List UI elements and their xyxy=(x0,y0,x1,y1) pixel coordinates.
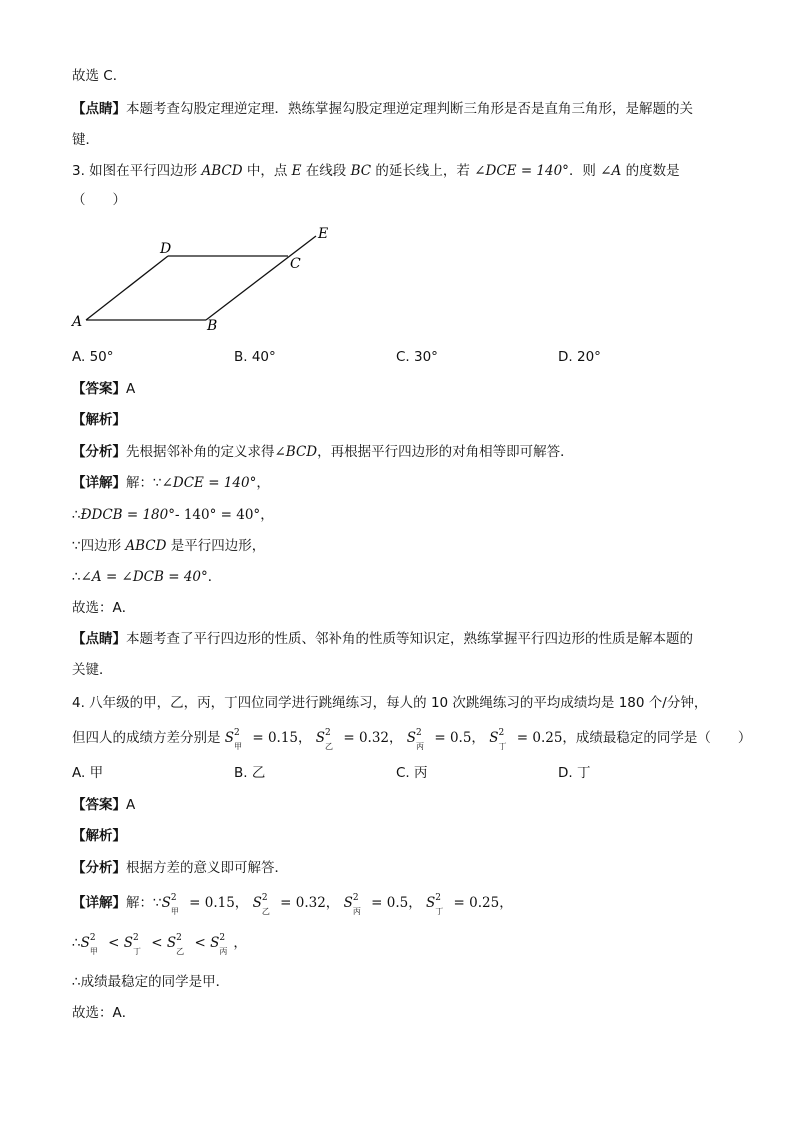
val-yi: = 0.32 xyxy=(275,895,326,911)
label-c: C xyxy=(290,256,301,272)
detail-angle: ∠DCE = 140° xyxy=(161,475,257,491)
q3-e: E xyxy=(291,163,302,179)
step1-comma: ， xyxy=(260,507,274,523)
exp: 2 xyxy=(325,728,331,738)
val-ding: = 0.25 xyxy=(512,730,563,746)
q4-option-b: B. 乙 xyxy=(234,765,266,781)
sub-sup xyxy=(325,728,339,751)
step1-expr2: - 140° = 40° xyxy=(174,507,261,523)
s-var: S xyxy=(224,730,235,746)
detail-text: 解：∵ xyxy=(126,895,162,911)
q3-step2 xyxy=(72,536,265,556)
q4-stem-line2 xyxy=(72,728,752,751)
comment-tag: 【点睛】 xyxy=(72,631,126,647)
q3-stem-text: 中，点 xyxy=(242,163,292,179)
comment-tag: 【点睛】 xyxy=(72,101,126,117)
fenxi-tag: 【分析】 xyxy=(72,860,126,876)
q4-fenxi xyxy=(72,858,288,878)
q3-angle-a: ∠A xyxy=(600,163,622,179)
sub-sup xyxy=(416,728,430,751)
q4-detail xyxy=(72,893,513,916)
q3-stem-text: 3. 如图在平行四边形 xyxy=(72,163,202,179)
comment-text: 本题考查了平行四边形的性质、邻补角的性质等知识定，熟练掌握平行四边形的性质是解本题的 xyxy=(126,631,693,647)
exp: 2 xyxy=(219,933,226,943)
answer-tag: 【答案】 xyxy=(72,797,126,813)
answer-value: A xyxy=(126,797,136,813)
q4-option-d: D. 丁 xyxy=(558,765,591,781)
sub-ding: 丁 xyxy=(133,947,141,956)
therefore-symbol: ∴ xyxy=(72,935,81,951)
q3-bc: BC xyxy=(350,163,372,179)
exp: 2 xyxy=(352,893,359,903)
exp: 2 xyxy=(498,728,505,738)
sub-sup xyxy=(352,893,367,916)
q3-analysis-tag xyxy=(72,410,126,430)
analysis-tag: 【解析】 xyxy=(72,412,126,428)
sub-sup xyxy=(176,933,190,956)
exp: 2 xyxy=(89,933,96,943)
q3-step1 xyxy=(72,505,274,525)
s-var: S xyxy=(161,895,171,911)
sub-sup xyxy=(219,933,233,956)
label-b: B xyxy=(207,318,218,334)
step1-expr: ÐDCB = 180° xyxy=(80,507,175,523)
sub-ding: 丁 xyxy=(498,742,507,751)
detail-tag: 【详解】 xyxy=(72,475,126,491)
comma: ， xyxy=(499,895,513,911)
s-var: S xyxy=(123,935,133,951)
q4-stem-line1: 4. 八年级的甲，乙，丙，丁四位同学进行跳绳练习，每人的 10 次跳绳练习的平均成绩均是 180 个/分钟， xyxy=(72,695,708,711)
detail-text: 解：∵ xyxy=(126,475,162,491)
comma: ， xyxy=(471,730,485,746)
fenxi-tag: 【分析】 xyxy=(72,444,126,460)
comma: ， xyxy=(325,895,340,911)
q3-comment-line1 xyxy=(72,629,693,649)
sub-sup xyxy=(170,893,185,916)
q3-answer xyxy=(72,379,135,399)
sub-yi: 乙 xyxy=(261,907,270,916)
exp: 2 xyxy=(170,893,177,903)
q3-step3 xyxy=(72,567,221,587)
segment-ad xyxy=(86,256,168,320)
q3-angle-dce: ∠DCE = 140° xyxy=(474,163,569,179)
label-a: A xyxy=(72,314,83,330)
step3-end: ． xyxy=(207,569,222,585)
q3-stem-text: 的延长线上，若 xyxy=(371,163,475,179)
s-var: S xyxy=(426,895,436,911)
comma: ， xyxy=(389,730,403,746)
s-var: S xyxy=(315,730,326,746)
q4-inequality xyxy=(72,933,247,956)
sub-jia: 甲 xyxy=(234,742,243,751)
q3-stem-text: ．则 xyxy=(568,163,601,179)
val-yi: = 0.32 xyxy=(339,730,389,746)
fenxi-text: ，再根据平行四边形的对角相等即可解答． xyxy=(317,444,574,460)
q4-conclusion: ∴成绩最稳定的同学是甲． xyxy=(72,974,230,990)
val-jia: = 0.15 xyxy=(184,895,235,911)
q4-option-a: A. 甲 xyxy=(72,765,104,781)
prev-choice: 故选 C． xyxy=(72,68,127,84)
fenxi-text: 先根据邻补角的定义求得 xyxy=(126,444,275,460)
comma: ， xyxy=(298,730,312,746)
answer-tag: 【答案】 xyxy=(72,381,126,397)
parallelogram-figure xyxy=(60,220,350,340)
q3-option-d: D. 20° xyxy=(558,349,601,365)
exp: 2 xyxy=(416,728,422,738)
comma: ， xyxy=(408,895,422,911)
sub-jia: 甲 xyxy=(170,907,179,916)
q3-stem-text: 的度数是 xyxy=(621,163,680,179)
exp: 2 xyxy=(133,933,139,943)
prev-comment-line1 xyxy=(72,99,693,119)
detail-text: ， xyxy=(256,475,270,491)
q3-stem-text: 在线段 xyxy=(301,163,351,179)
q3-paren: （ ） xyxy=(72,192,126,208)
prev-comment-line2: 键． xyxy=(72,132,99,148)
detail-tag: 【详解】 xyxy=(72,895,126,911)
exp: 2 xyxy=(176,933,182,943)
q3-fenxi xyxy=(72,442,574,462)
q3-option-b: B. 40° xyxy=(234,349,276,365)
sub-sup xyxy=(89,933,104,956)
sub-sup xyxy=(498,728,512,751)
q3-comment-line2: 关键． xyxy=(72,662,113,678)
q3-option-c: C. 30° xyxy=(396,349,438,365)
s-var: S xyxy=(252,895,262,911)
comma: ， xyxy=(234,895,249,911)
sub-bing: 丙 xyxy=(352,907,361,916)
fenxi-angle: ∠BCD xyxy=(274,444,318,460)
step3-expr: ∠A = ∠DCB = 40° xyxy=(80,569,208,585)
step2-text: ∵四边形 xyxy=(72,538,126,554)
val-bing: = 0.5 xyxy=(366,895,409,911)
val-jia: = 0.15 xyxy=(248,730,298,746)
q3-choice: 故选：A． xyxy=(72,600,136,616)
analysis-tag: 【解析】 xyxy=(72,828,126,844)
q3-detail xyxy=(72,473,270,493)
q3-abcd: ABCD xyxy=(201,163,243,179)
sub-bing: 丙 xyxy=(416,742,425,751)
s-var: S xyxy=(210,935,220,951)
therefore-symbol: ∴ xyxy=(72,507,81,523)
answer-value: A xyxy=(126,381,136,397)
s-var: S xyxy=(489,730,499,746)
lt: < xyxy=(103,935,124,951)
exp: 2 xyxy=(435,893,441,903)
fenxi-text: 根据方差的意义即可解答． xyxy=(126,860,288,876)
segment-be xyxy=(206,236,316,320)
s-var: S xyxy=(343,895,353,911)
sub-sup xyxy=(435,893,449,916)
label-d: D xyxy=(160,241,172,257)
step2-abcd: ABCD xyxy=(125,538,167,554)
q4-option-c: C. 丙 xyxy=(396,765,428,781)
comma: ， xyxy=(233,935,247,951)
val-ding: = 0.25 xyxy=(449,895,500,911)
comment-text: 本题考查勾股定理逆定理．熟练掌握勾股定理逆定理判断三角形是否是直角三角形，是解题的关 xyxy=(126,101,693,117)
therefore-symbol: ∴ xyxy=(72,569,81,585)
s-var: S xyxy=(406,730,417,746)
exp: 2 xyxy=(261,893,268,903)
lt: < xyxy=(147,935,167,951)
sub-sup xyxy=(133,933,147,956)
q4-answer xyxy=(72,795,135,815)
label-e: E xyxy=(318,226,329,242)
sub-sup xyxy=(261,893,276,916)
q4-choice: 故选：A． xyxy=(72,1005,136,1021)
q4-analysis-tag xyxy=(72,826,126,846)
q3-option-a: A. 50° xyxy=(72,349,114,365)
sub-sup xyxy=(234,728,248,751)
s-var: S xyxy=(166,935,177,951)
s-var: S xyxy=(80,935,90,951)
sub-ding: 丁 xyxy=(435,907,444,916)
q4-stem-text: 但四人的成绩方差分别是 xyxy=(72,730,225,746)
sub-yi: 乙 xyxy=(176,947,185,956)
lt: < xyxy=(190,935,211,951)
val-bing: = 0.5 xyxy=(430,730,472,746)
step2-text: 是平行四边形， xyxy=(166,538,266,554)
q3-stem xyxy=(72,161,680,181)
q4-stem-text: ，成绩最稳定的同学是（ ） xyxy=(562,730,752,746)
sub-yi: 乙 xyxy=(325,742,334,751)
sub-bing: 丙 xyxy=(219,947,228,956)
sub-jia: 甲 xyxy=(89,947,98,956)
exp: 2 xyxy=(234,728,240,738)
